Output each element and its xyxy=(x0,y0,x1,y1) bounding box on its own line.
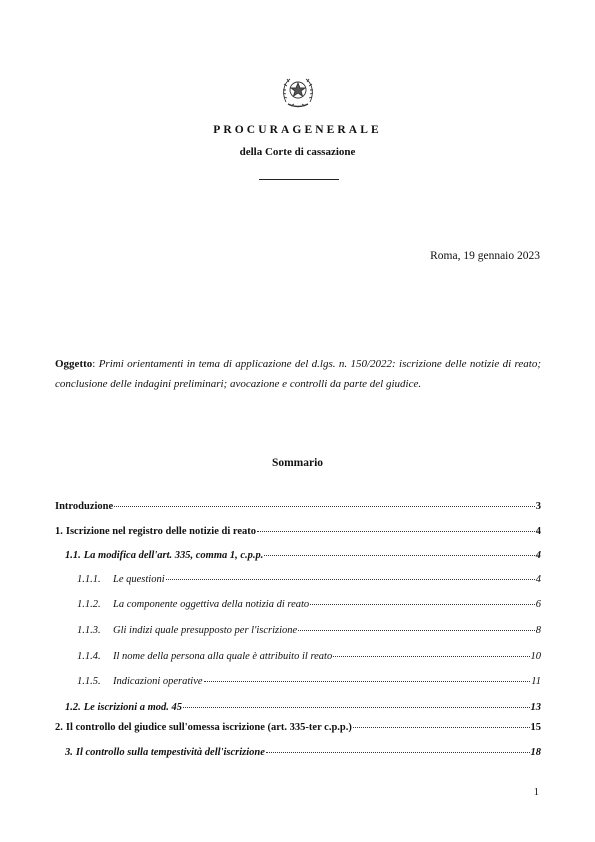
place-date: Roma, 19 gennaio 2023 xyxy=(430,250,540,262)
toc-entry-number: 1.1.5. xyxy=(77,676,101,687)
toc-entry[interactable] xyxy=(65,746,541,760)
toc-dot-leader xyxy=(204,673,531,682)
toc-entry[interactable] xyxy=(77,675,541,689)
toc-entry-number: 1. xyxy=(55,526,63,537)
toc-entry-page: 4 xyxy=(535,550,541,561)
toc-dot-leader xyxy=(266,744,530,753)
toc-entry-title: Il controllo sulla tempestività dell'iscrizione xyxy=(75,747,265,758)
toc-entry-title: Gli indizi quale presupposto per l'iscrizione xyxy=(113,625,298,636)
toc-entry-number: 1.1.3. xyxy=(77,625,101,636)
toc-entry-title: La modifica dell'art. 335, comma 1, c.p.p. xyxy=(83,550,264,561)
toc-entry-number: 1.1.4. xyxy=(77,651,101,662)
header-divider xyxy=(259,179,339,180)
toc-entry[interactable] xyxy=(77,598,541,612)
toc-entry[interactable] xyxy=(65,549,541,563)
toc-dot-leader xyxy=(183,699,529,708)
page-number: 1 xyxy=(533,787,539,798)
toc-entry-page: 11 xyxy=(531,676,541,687)
toc-entry-number: 1.2. xyxy=(65,702,81,713)
republic-emblem-icon xyxy=(278,72,318,112)
toc-entry-title: Il controllo del giudice sull'omessa iscrizione (art. 335-ter c.p.p.) xyxy=(65,722,352,733)
toc-entry[interactable] xyxy=(55,721,541,735)
toc-entry[interactable] xyxy=(77,573,541,587)
toc-dot-leader xyxy=(264,547,534,556)
subject-paragraph xyxy=(55,354,541,394)
toc-entry-page: 6 xyxy=(535,599,541,610)
toc-entry[interactable] xyxy=(55,525,541,539)
toc-title: Sommario xyxy=(271,457,324,469)
toc-entry-title: Iscrizione nel registro delle notizie di reato xyxy=(65,526,257,537)
toc-entry-title: Le iscrizioni a mod. 45 xyxy=(83,702,183,713)
toc-entry-title: Il nome della persona alla quale è attribuito il reato xyxy=(113,651,333,662)
toc-entry-number: 2. xyxy=(55,722,63,733)
toc-entry-page: 18 xyxy=(530,747,541,758)
toc-dot-leader xyxy=(353,719,530,728)
toc-entry-number: 3. xyxy=(65,747,73,758)
toc-entry-number: 1.1.2. xyxy=(77,599,101,610)
office-name: PROCURAGENERALE xyxy=(213,124,382,136)
toc-dot-leader xyxy=(114,498,535,507)
toc-entry-page: 3 xyxy=(535,501,541,512)
toc-dot-leader xyxy=(166,571,535,580)
toc-entry[interactable] xyxy=(77,650,541,664)
toc-entry-page: 10 xyxy=(530,651,541,662)
toc-entry-page: 4 xyxy=(535,526,541,537)
toc-dot-leader xyxy=(298,622,535,631)
office-subtitle: della Corte di cassazione xyxy=(239,146,356,158)
toc-entry-title: Indicazioni operative xyxy=(113,676,203,687)
toc-entry-page: 4 xyxy=(535,574,541,585)
subject-label: Oggetto xyxy=(55,358,93,370)
subject-text: Primi orientamenti in tema di applicazione del d.lgs. n. 150/2022: iscrizione delle notizie di reato; conclusione delle indagini preliminari; avocazione e controlli da parte del giudice. xyxy=(55,358,542,390)
toc-dot-leader xyxy=(310,596,535,605)
toc-entry-title: Introduzione xyxy=(55,501,114,512)
subject-separator: : xyxy=(92,358,96,370)
toc-entry-page: 13 xyxy=(530,702,541,713)
toc-entry[interactable] xyxy=(77,624,541,638)
toc-entry-title: Le questioni xyxy=(113,574,165,585)
toc-entry[interactable] xyxy=(55,500,541,514)
toc-entry-number: 1.1. xyxy=(65,550,81,561)
toc-entry[interactable] xyxy=(65,701,541,715)
toc-entry-page: 8 xyxy=(535,625,541,636)
toc-dot-leader xyxy=(333,648,529,657)
toc-entry-page: 15 xyxy=(530,722,541,733)
toc-entry-title: La componente oggettiva della notizia di reato xyxy=(113,599,310,610)
toc-entry-number: 1.1.1. xyxy=(77,574,101,585)
toc-dot-leader xyxy=(257,523,535,532)
